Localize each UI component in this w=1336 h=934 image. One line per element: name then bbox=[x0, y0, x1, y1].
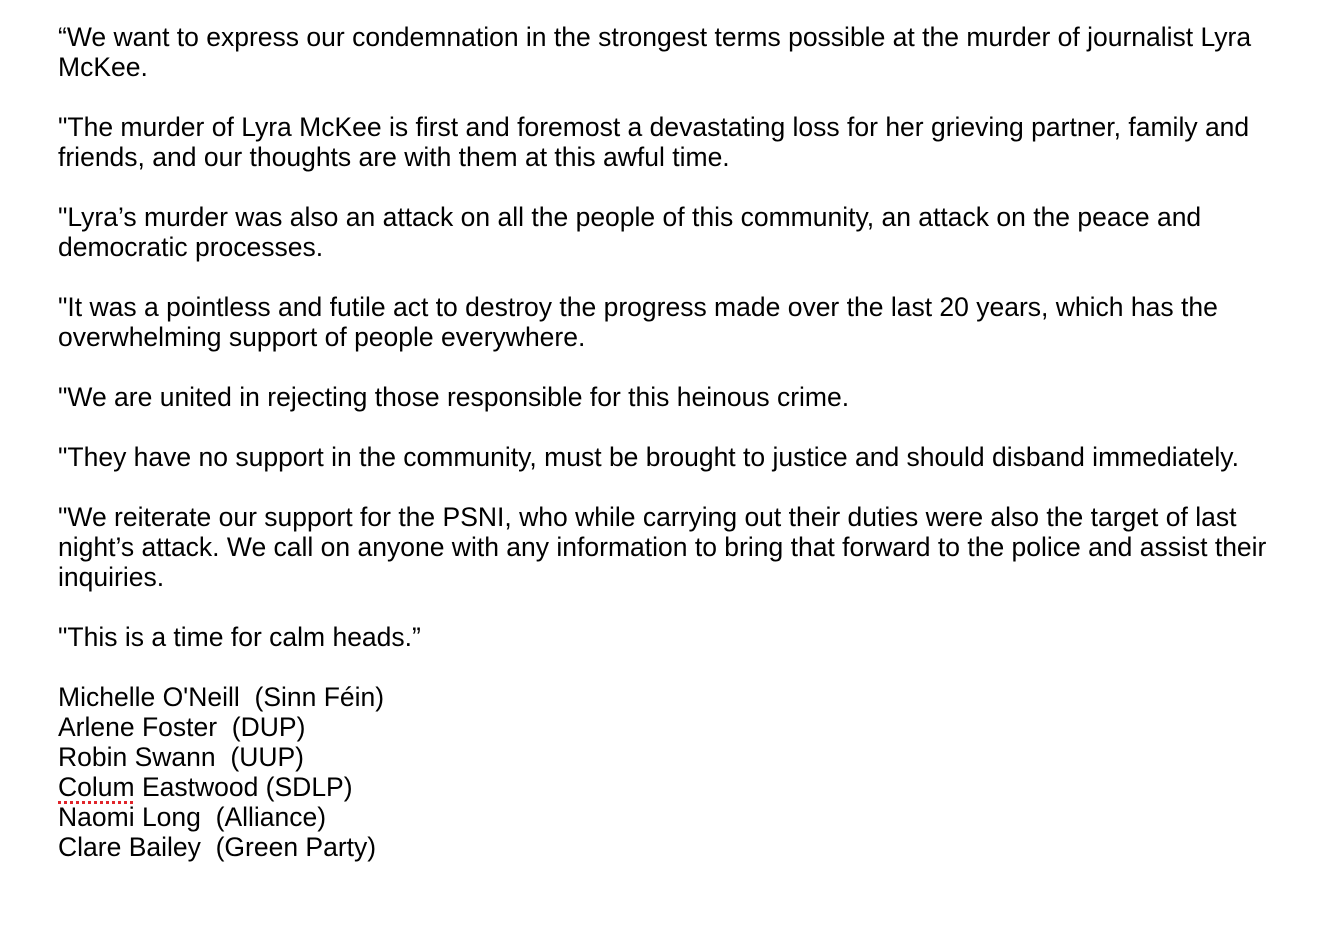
signatory-clare-bailey bbox=[58, 832, 1308, 862]
signatory-colum-eastwood bbox=[58, 772, 1308, 802]
statement-document bbox=[58, 22, 1308, 862]
spellcheck-flagged-word[interactable]: Colum bbox=[58, 772, 135, 802]
signatory-robin-swann bbox=[58, 742, 1308, 772]
signatory-rest: Long (Alliance) bbox=[134, 802, 327, 832]
statement-paragraph-7: "We reiterate our support for the PSNI, who while carrying out their duties were also the target of last night’s attack. We call on anyone with any information to bring that forward to the police and assist their inquiries. bbox=[58, 502, 1267, 592]
signatory-naomi-long bbox=[58, 802, 1308, 832]
signatory-first-name: Arlene bbox=[58, 712, 135, 742]
signatory-first-name: Michelle bbox=[58, 682, 156, 712]
statement-paragraph-2: "The murder of Lyra McKee is first and foremost a devastating loss for her grieving partner, family and friends, and our thoughts are with them at this awful time. bbox=[58, 112, 1250, 172]
statement-paragraph-5: "We are united in rejecting those responsible for this heinous crime. bbox=[58, 382, 850, 412]
signatory-arlene-foster bbox=[58, 712, 1308, 742]
statement-paragraph-8: "This is a time for calm heads.” bbox=[58, 622, 421, 652]
signatory-rest: Foster (DUP) bbox=[134, 712, 306, 742]
signatory-rest: Swann (UUP) bbox=[127, 742, 304, 772]
signatory-list bbox=[58, 682, 1308, 862]
signatory-michelle-oneill bbox=[58, 682, 1308, 712]
signatory-first-name: Clare bbox=[58, 832, 122, 862]
statement-paragraph-3: "Lyra’s murder was also an attack on all the people of this community, an attack on the peace and democratic processes. bbox=[58, 202, 1202, 262]
signatory-first-name: Robin bbox=[58, 742, 128, 772]
signatory-rest: O'Neill (Sinn Féin) bbox=[155, 682, 385, 712]
signatory-rest: Bailey (Green Party) bbox=[121, 832, 377, 862]
statement-paragraph-4: "It was a pointless and futile act to destroy the progress made over the last 20 years, which has the overwhelming support of people everywhere. bbox=[58, 292, 1218, 352]
signatory-first-name: Naomi bbox=[58, 802, 135, 832]
statement-paragraph-6: "They have no support in the community, must be brought to justice and should disband immediately. bbox=[58, 442, 1239, 472]
statement-paragraph-1: “We want to express our condemnation in the strongest terms possible at the murder of journalist Lyra McKee. bbox=[58, 22, 1252, 82]
signatory-rest: Eastwood (SDLP) bbox=[134, 772, 353, 802]
